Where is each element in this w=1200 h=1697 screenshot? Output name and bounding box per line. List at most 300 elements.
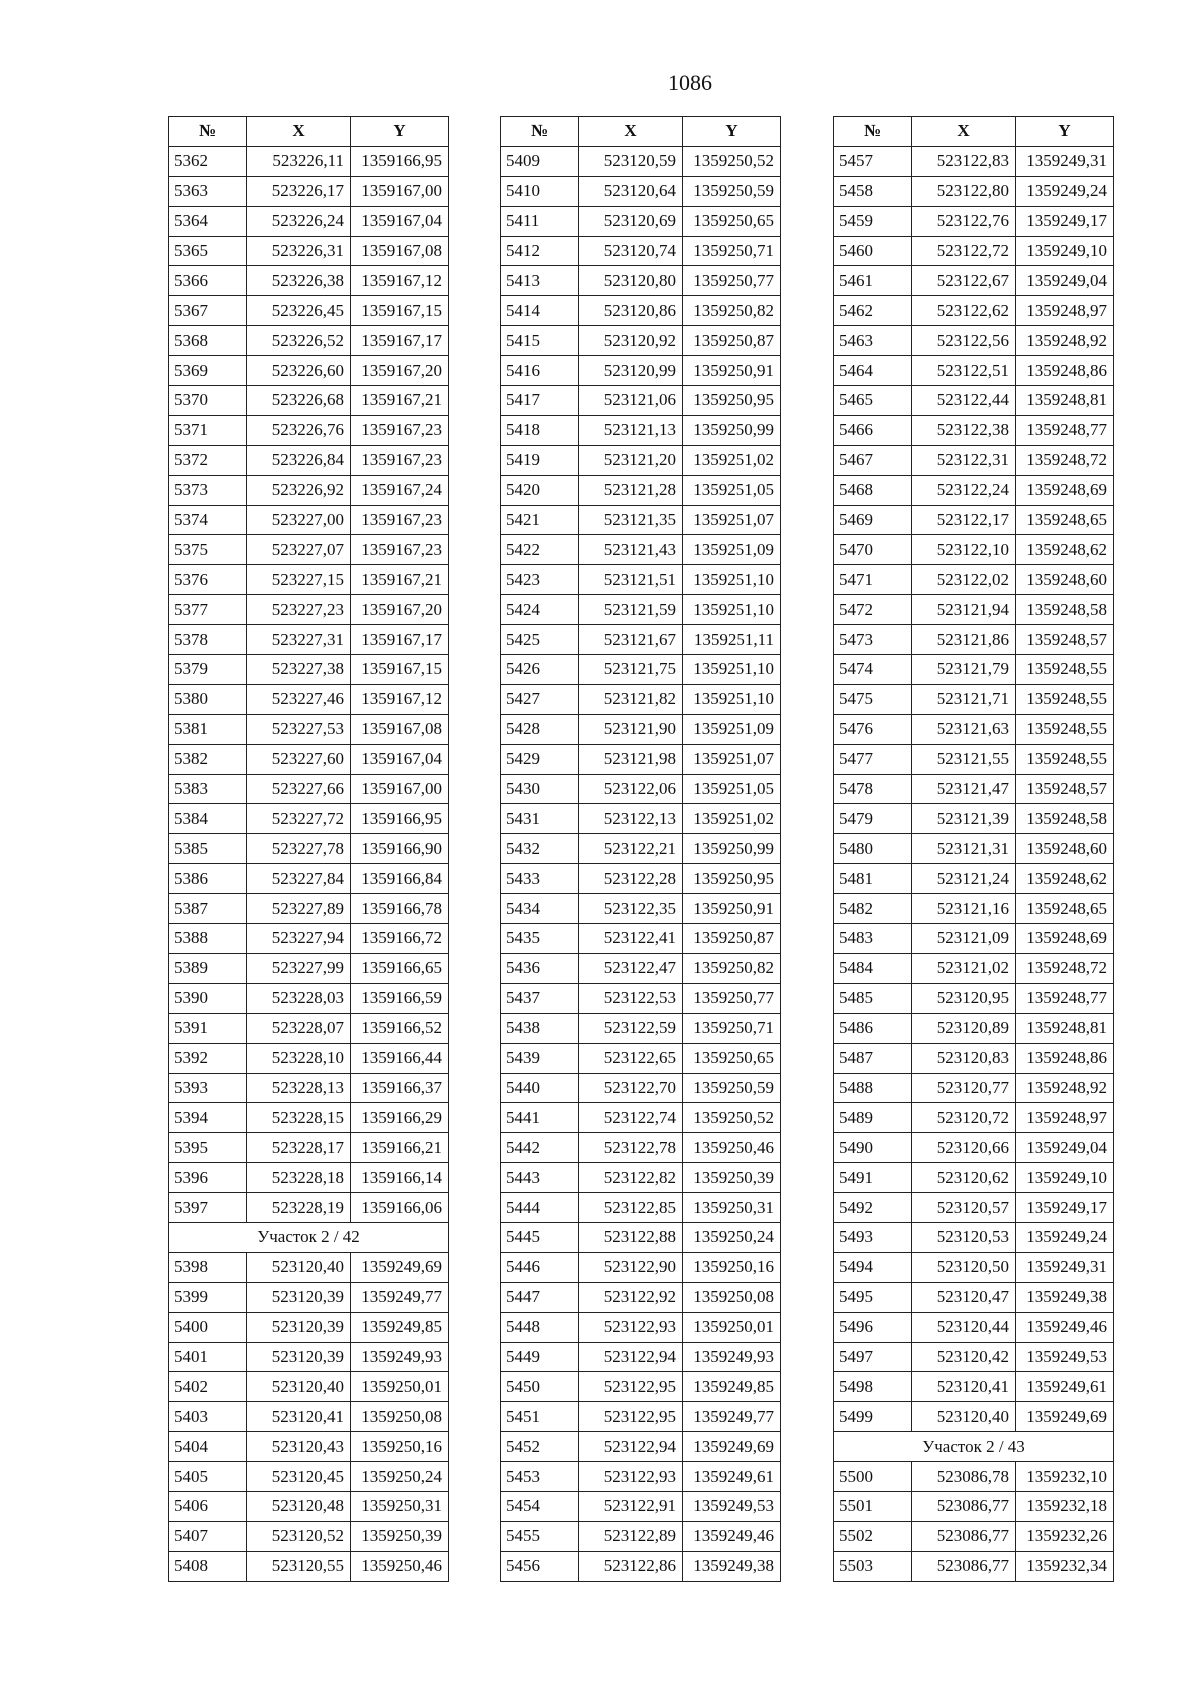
point-number: 5437 [501, 983, 579, 1013]
table-row [501, 894, 781, 924]
y-coordinate: 1359167,08 [351, 236, 449, 266]
point-number: 5406 [169, 1491, 247, 1521]
point-number: 5378 [169, 625, 247, 655]
point-number: 5483 [834, 924, 912, 954]
header-y: Y [351, 117, 449, 147]
table-row [501, 565, 781, 595]
point-number: 5442 [501, 1133, 579, 1163]
table-row [169, 445, 449, 475]
point-number: 5461 [834, 266, 912, 296]
x-coordinate: 523121,28 [579, 475, 683, 505]
y-coordinate: 1359167,23 [351, 535, 449, 565]
y-coordinate: 1359249,24 [1016, 176, 1114, 206]
y-coordinate: 1359249,93 [683, 1342, 781, 1372]
y-coordinate: 1359248,97 [1016, 1103, 1114, 1133]
point-number: 5380 [169, 684, 247, 714]
point-number: 5428 [501, 714, 579, 744]
table-row [834, 356, 1114, 386]
y-coordinate: 1359248,60 [1016, 565, 1114, 595]
table-row [169, 744, 449, 774]
x-coordinate: 523122,78 [579, 1133, 683, 1163]
y-coordinate: 1359250,08 [683, 1282, 781, 1312]
x-coordinate: 523120,89 [912, 1013, 1016, 1043]
table-row [834, 1163, 1114, 1193]
y-coordinate: 1359250,46 [683, 1133, 781, 1163]
y-coordinate: 1359250,16 [351, 1432, 449, 1462]
x-coordinate: 523120,64 [579, 176, 683, 206]
x-coordinate: 523227,99 [247, 953, 351, 983]
x-coordinate: 523121,98 [579, 744, 683, 774]
y-coordinate: 1359167,21 [351, 386, 449, 416]
point-number: 5491 [834, 1163, 912, 1193]
section-row [834, 1432, 1114, 1462]
point-number: 5431 [501, 804, 579, 834]
x-coordinate: 523122,89 [579, 1521, 683, 1551]
y-coordinate: 1359250,52 [683, 1103, 781, 1133]
point-number: 5385 [169, 834, 247, 864]
y-coordinate: 1359249,31 [1016, 146, 1114, 176]
table-row [501, 415, 781, 445]
y-coordinate: 1359248,57 [1016, 774, 1114, 804]
coordinates-table-2 [500, 116, 781, 1582]
x-coordinate: 523228,07 [247, 1013, 351, 1043]
table-row [501, 684, 781, 714]
table-row [501, 864, 781, 894]
y-coordinate: 1359248,81 [1016, 386, 1114, 416]
table-row [501, 475, 781, 505]
x-coordinate: 523120,66 [912, 1133, 1016, 1163]
section-row [169, 1222, 449, 1252]
x-coordinate: 523120,92 [579, 326, 683, 356]
point-number: 5452 [501, 1432, 579, 1462]
x-coordinate: 523228,18 [247, 1163, 351, 1193]
x-coordinate: 523227,66 [247, 774, 351, 804]
y-coordinate: 1359248,62 [1016, 864, 1114, 894]
y-coordinate: 1359250,87 [683, 924, 781, 954]
x-coordinate: 523122,24 [912, 475, 1016, 505]
y-coordinate: 1359249,69 [351, 1252, 449, 1282]
table-row [169, 1043, 449, 1073]
point-number: 5427 [501, 684, 579, 714]
point-number: 5460 [834, 236, 912, 266]
point-number: 5389 [169, 953, 247, 983]
point-number: 5502 [834, 1521, 912, 1551]
point-number: 5449 [501, 1342, 579, 1372]
table-row [501, 834, 781, 864]
table-row [834, 206, 1114, 236]
point-number: 5421 [501, 505, 579, 535]
y-coordinate: 1359250,31 [351, 1491, 449, 1521]
y-coordinate: 1359249,85 [683, 1372, 781, 1402]
coordinates-table-3 [833, 116, 1114, 1582]
y-coordinate: 1359248,97 [1016, 296, 1114, 326]
table-row [834, 1073, 1114, 1103]
table-row [169, 1013, 449, 1043]
y-coordinate: 1359250,01 [351, 1372, 449, 1402]
table-row [834, 1312, 1114, 1342]
x-coordinate: 523121,20 [579, 445, 683, 475]
table-row [169, 1372, 449, 1402]
x-coordinate: 523120,39 [247, 1282, 351, 1312]
x-coordinate: 523226,24 [247, 206, 351, 236]
y-coordinate: 1359249,93 [351, 1342, 449, 1372]
x-coordinate: 523121,75 [579, 655, 683, 685]
x-coordinate: 523121,94 [912, 595, 1016, 625]
point-number: 5454 [501, 1491, 579, 1521]
y-coordinate: 1359166,52 [351, 1013, 449, 1043]
x-coordinate: 523121,35 [579, 505, 683, 535]
point-number: 5391 [169, 1013, 247, 1043]
point-number: 5383 [169, 774, 247, 804]
table-row [834, 236, 1114, 266]
x-coordinate: 523120,50 [912, 1252, 1016, 1282]
table-row [501, 236, 781, 266]
y-coordinate: 1359249,04 [1016, 266, 1114, 296]
point-number: 5398 [169, 1252, 247, 1282]
table-row [501, 1312, 781, 1342]
y-coordinate: 1359232,10 [1016, 1462, 1114, 1492]
x-coordinate: 523122,44 [912, 386, 1016, 416]
table-row [501, 1462, 781, 1492]
x-coordinate: 523122,53 [579, 983, 683, 1013]
point-number: 5478 [834, 774, 912, 804]
x-coordinate: 523121,51 [579, 565, 683, 595]
point-number: 5382 [169, 744, 247, 774]
y-coordinate: 1359248,55 [1016, 684, 1114, 714]
section-title: Участок 2 / 43 [834, 1432, 1114, 1462]
y-coordinate: 1359248,81 [1016, 1013, 1114, 1043]
x-coordinate: 523227,53 [247, 714, 351, 744]
x-coordinate: 523120,72 [912, 1103, 1016, 1133]
table-row [501, 953, 781, 983]
y-coordinate: 1359166,95 [351, 146, 449, 176]
point-number: 5395 [169, 1133, 247, 1163]
x-coordinate: 523122,74 [579, 1103, 683, 1133]
table-row [169, 1133, 449, 1163]
y-coordinate: 1359167,23 [351, 445, 449, 475]
x-coordinate: 523228,10 [247, 1043, 351, 1073]
table-row [834, 296, 1114, 326]
x-coordinate: 523227,60 [247, 744, 351, 774]
point-number: 5474 [834, 655, 912, 685]
x-coordinate: 523120,69 [579, 206, 683, 236]
y-coordinate: 1359250,65 [683, 206, 781, 236]
y-coordinate: 1359232,26 [1016, 1521, 1114, 1551]
point-number: 5497 [834, 1342, 912, 1372]
table-row [501, 1133, 781, 1163]
point-number: 5443 [501, 1163, 579, 1193]
x-coordinate: 523227,89 [247, 894, 351, 924]
table-row [501, 1432, 781, 1462]
table-row [169, 714, 449, 744]
table-row [834, 266, 1114, 296]
table-row [834, 894, 1114, 924]
point-number: 5379 [169, 655, 247, 685]
y-coordinate: 1359167,00 [351, 176, 449, 206]
y-coordinate: 1359249,53 [683, 1491, 781, 1521]
y-coordinate: 1359250,59 [683, 1073, 781, 1103]
x-coordinate: 523122,38 [912, 415, 1016, 445]
y-coordinate: 1359250,77 [683, 983, 781, 1013]
point-number: 5366 [169, 266, 247, 296]
table-row [169, 565, 449, 595]
x-coordinate: 523122,13 [579, 804, 683, 834]
point-number: 5455 [501, 1521, 579, 1551]
y-coordinate: 1359248,92 [1016, 1073, 1114, 1103]
table-row [501, 266, 781, 296]
x-coordinate: 523120,43 [247, 1432, 351, 1462]
table-row [834, 1222, 1114, 1252]
point-number: 5435 [501, 924, 579, 954]
x-coordinate: 523122,93 [579, 1462, 683, 1492]
x-coordinate: 523121,31 [912, 834, 1016, 864]
point-number: 5407 [169, 1521, 247, 1551]
x-coordinate: 523121,06 [579, 386, 683, 416]
x-coordinate: 523120,57 [912, 1193, 1016, 1223]
table-row [834, 1521, 1114, 1551]
point-number: 5422 [501, 535, 579, 565]
y-coordinate: 1359250,08 [351, 1402, 449, 1432]
table-row [834, 1372, 1114, 1402]
y-coordinate: 1359250,82 [683, 953, 781, 983]
point-number: 5476 [834, 714, 912, 744]
table-row [501, 535, 781, 565]
y-coordinate: 1359167,23 [351, 505, 449, 535]
table-row [834, 565, 1114, 595]
x-coordinate: 523121,13 [579, 415, 683, 445]
point-number: 5430 [501, 774, 579, 804]
y-coordinate: 1359248,86 [1016, 356, 1114, 386]
table-row [501, 595, 781, 625]
point-number: 5410 [501, 176, 579, 206]
x-coordinate: 523122,17 [912, 505, 1016, 535]
point-number: 5374 [169, 505, 247, 535]
point-number: 5498 [834, 1372, 912, 1402]
header-number: № [501, 117, 579, 147]
y-coordinate: 1359248,72 [1016, 445, 1114, 475]
table-row [169, 535, 449, 565]
y-coordinate: 1359167,23 [351, 415, 449, 445]
x-coordinate: 523122,51 [912, 356, 1016, 386]
y-coordinate: 1359251,09 [683, 535, 781, 565]
x-coordinate: 523226,52 [247, 326, 351, 356]
table-row [169, 1342, 449, 1372]
x-coordinate: 523227,78 [247, 834, 351, 864]
x-coordinate: 523122,10 [912, 535, 1016, 565]
x-coordinate: 523122,94 [579, 1342, 683, 1372]
header-y: Y [1016, 117, 1114, 147]
table-row [834, 505, 1114, 535]
x-coordinate: 523227,46 [247, 684, 351, 714]
x-coordinate: 523120,59 [579, 146, 683, 176]
header-number: № [834, 117, 912, 147]
point-number: 5400 [169, 1312, 247, 1342]
table-row [169, 206, 449, 236]
y-coordinate: 1359248,72 [1016, 953, 1114, 983]
point-number: 5499 [834, 1402, 912, 1432]
y-coordinate: 1359249,04 [1016, 1133, 1114, 1163]
x-coordinate: 523226,31 [247, 236, 351, 266]
point-number: 5468 [834, 475, 912, 505]
y-coordinate: 1359167,00 [351, 774, 449, 804]
y-coordinate: 1359251,05 [683, 475, 781, 505]
header-x: X [247, 117, 351, 147]
x-coordinate: 523227,15 [247, 565, 351, 595]
table-row [169, 296, 449, 326]
x-coordinate: 523122,62 [912, 296, 1016, 326]
point-number: 5415 [501, 326, 579, 356]
x-coordinate: 523122,94 [579, 1432, 683, 1462]
y-coordinate: 1359250,24 [683, 1222, 781, 1252]
y-coordinate: 1359249,77 [683, 1402, 781, 1432]
y-coordinate: 1359250,71 [683, 236, 781, 266]
y-coordinate: 1359167,08 [351, 714, 449, 744]
table-row [169, 1462, 449, 1492]
x-coordinate: 523122,21 [579, 834, 683, 864]
table-row [834, 655, 1114, 685]
x-coordinate: 523122,35 [579, 894, 683, 924]
point-number: 5456 [501, 1551, 579, 1581]
y-coordinate: 1359249,24 [1016, 1222, 1114, 1252]
point-number: 5377 [169, 595, 247, 625]
y-coordinate: 1359250,91 [683, 894, 781, 924]
point-number: 5438 [501, 1013, 579, 1043]
point-number: 5484 [834, 953, 912, 983]
y-coordinate: 1359250,16 [683, 1252, 781, 1282]
table-row [169, 505, 449, 535]
x-coordinate: 523227,38 [247, 655, 351, 685]
point-number: 5469 [834, 505, 912, 535]
x-coordinate: 523227,84 [247, 864, 351, 894]
x-coordinate: 523121,47 [912, 774, 1016, 804]
point-number: 5416 [501, 356, 579, 386]
y-coordinate: 1359251,07 [683, 505, 781, 535]
page-number: 1086 [668, 70, 712, 95]
table-row [834, 146, 1114, 176]
table-row [501, 625, 781, 655]
y-coordinate: 1359250,71 [683, 1013, 781, 1043]
x-coordinate: 523122,28 [579, 864, 683, 894]
point-number: 5367 [169, 296, 247, 326]
x-coordinate: 523120,86 [579, 296, 683, 326]
x-coordinate: 523120,99 [579, 356, 683, 386]
point-number: 5477 [834, 744, 912, 774]
x-coordinate: 523122,47 [579, 953, 683, 983]
y-coordinate: 1359250,99 [683, 415, 781, 445]
table-row [169, 983, 449, 1013]
table-row [501, 1252, 781, 1282]
y-coordinate: 1359167,04 [351, 744, 449, 774]
x-coordinate: 523227,31 [247, 625, 351, 655]
y-coordinate: 1359250,01 [683, 1312, 781, 1342]
section-title: Участок 2 / 42 [169, 1222, 449, 1252]
point-number: 5413 [501, 266, 579, 296]
y-coordinate: 1359251,10 [683, 595, 781, 625]
table-row [501, 1163, 781, 1193]
x-coordinate: 523086,78 [912, 1462, 1016, 1492]
y-coordinate: 1359166,95 [351, 804, 449, 834]
table-row [501, 1013, 781, 1043]
table-row [501, 714, 781, 744]
point-number: 5397 [169, 1193, 247, 1223]
table-row [834, 326, 1114, 356]
y-coordinate: 1359249,61 [683, 1462, 781, 1492]
x-coordinate: 523120,40 [247, 1252, 351, 1282]
y-coordinate: 1359167,20 [351, 595, 449, 625]
point-number: 5420 [501, 475, 579, 505]
y-coordinate: 1359248,86 [1016, 1043, 1114, 1073]
table-row [169, 1432, 449, 1462]
header-x: X [579, 117, 683, 147]
x-coordinate: 523122,65 [579, 1043, 683, 1073]
table-row [169, 386, 449, 416]
table-row [834, 445, 1114, 475]
table-row [169, 774, 449, 804]
table-row [501, 774, 781, 804]
y-coordinate: 1359251,02 [683, 804, 781, 834]
x-coordinate: 523086,77 [912, 1521, 1016, 1551]
point-number: 5376 [169, 565, 247, 595]
point-number: 5496 [834, 1312, 912, 1342]
x-coordinate: 523122,93 [579, 1312, 683, 1342]
point-number: 5386 [169, 864, 247, 894]
point-number: 5405 [169, 1462, 247, 1492]
point-number: 5412 [501, 236, 579, 266]
y-coordinate: 1359251,10 [683, 655, 781, 685]
point-number: 5439 [501, 1043, 579, 1073]
table-row [169, 864, 449, 894]
y-coordinate: 1359251,02 [683, 445, 781, 475]
point-number: 5488 [834, 1073, 912, 1103]
table-row [834, 744, 1114, 774]
table-row [169, 953, 449, 983]
point-number: 5479 [834, 804, 912, 834]
table-row [169, 356, 449, 386]
point-number: 5458 [834, 176, 912, 206]
table-row [169, 655, 449, 685]
y-coordinate: 1359248,60 [1016, 834, 1114, 864]
table-row [834, 1013, 1114, 1043]
point-number: 5440 [501, 1073, 579, 1103]
y-coordinate: 1359166,14 [351, 1163, 449, 1193]
table-row [834, 1342, 1114, 1372]
point-number: 5446 [501, 1252, 579, 1282]
y-coordinate: 1359167,17 [351, 625, 449, 655]
point-number: 5475 [834, 684, 912, 714]
x-coordinate: 523121,86 [912, 625, 1016, 655]
y-coordinate: 1359250,39 [351, 1521, 449, 1551]
header-y: Y [683, 117, 781, 147]
point-number: 5471 [834, 565, 912, 595]
point-number: 5457 [834, 146, 912, 176]
x-coordinate: 523228,19 [247, 1193, 351, 1223]
y-coordinate: 1359248,69 [1016, 475, 1114, 505]
x-coordinate: 523120,55 [247, 1551, 351, 1581]
y-coordinate: 1359250,65 [683, 1043, 781, 1073]
table-row [501, 445, 781, 475]
table-row [501, 1402, 781, 1432]
point-number: 5390 [169, 983, 247, 1013]
y-coordinate: 1359248,92 [1016, 326, 1114, 356]
table-row [834, 774, 1114, 804]
point-number: 5364 [169, 206, 247, 236]
point-number: 5368 [169, 326, 247, 356]
y-coordinate: 1359248,58 [1016, 595, 1114, 625]
table-row [834, 924, 1114, 954]
table-row [169, 1491, 449, 1521]
x-coordinate: 523121,09 [912, 924, 1016, 954]
x-coordinate: 523226,17 [247, 176, 351, 206]
